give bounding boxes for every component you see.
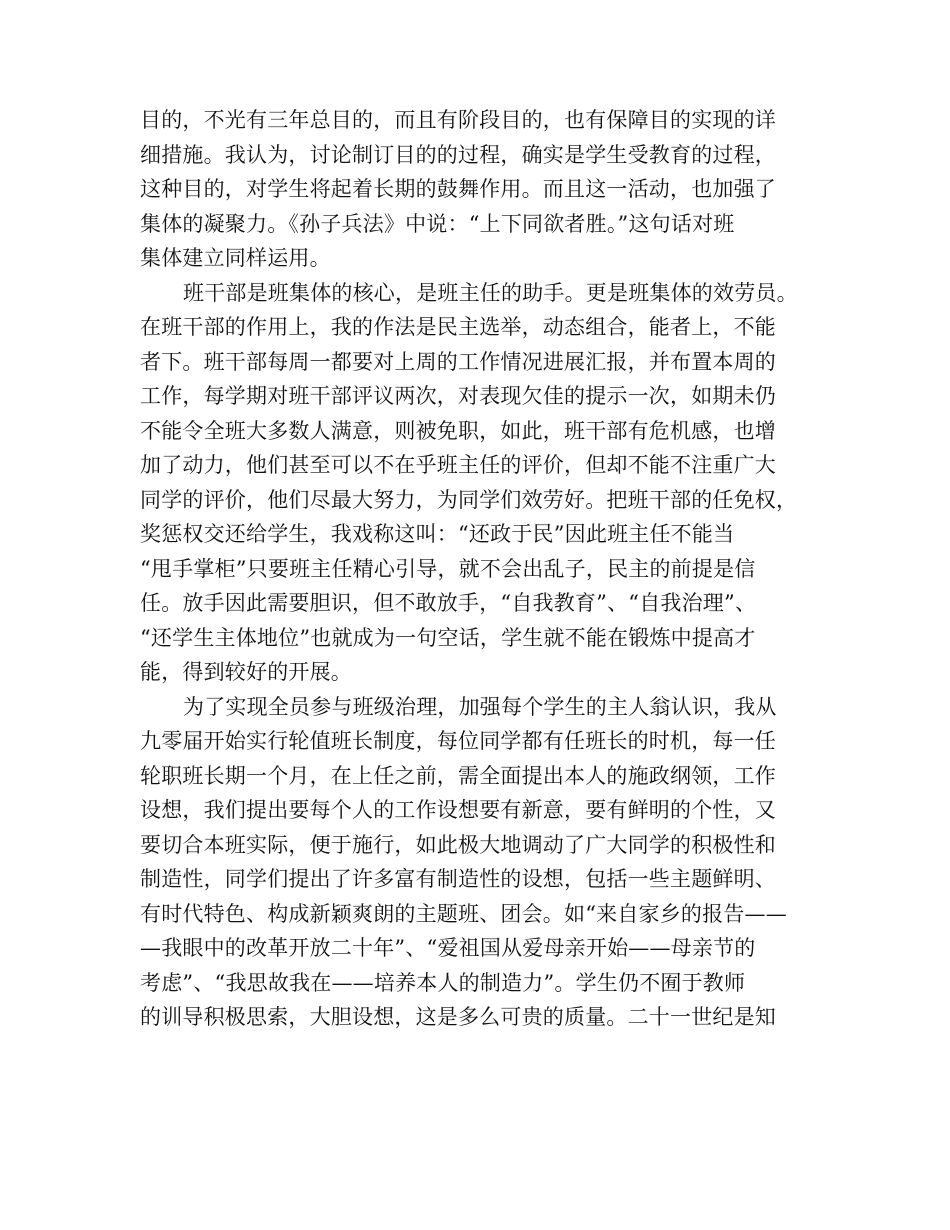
text-line: “甩手掌柜”只要班主任精心引导，就不会出乱子，民主的前提是信 bbox=[140, 556, 756, 581]
text-line: 轮职班长期一个月，在上任之前，需全面提出本人的施政纲领，工作 bbox=[140, 763, 776, 788]
text-line: 者下。班干部每周一都要对上周的工作情况进展汇报，并布置本周的 bbox=[140, 349, 776, 374]
text-line: 在班干部的作用上，我的作法是民主选举，动态组合，能者上，不能 bbox=[140, 315, 776, 339]
text-line: 目的，不光有三年总目的，而且有阶段目的，也有保障目的实现的详 bbox=[140, 108, 776, 132]
text-line: 有时代特色、构成新颖爽朗的主题班、团会。如“来自家乡的报告—— bbox=[140, 901, 787, 926]
text-line: “还学生主体地位”也就成为一句空话，学生就不能在锻炼中提高才 bbox=[140, 625, 756, 650]
text-line: 这种目的，对学生将起着长期的鼓舞作用。而且这一活动，也加强了 bbox=[140, 177, 776, 201]
text-line: 能，得到较好的开展。 bbox=[140, 660, 352, 684]
text-line: 工作，每学期对班干部评议两次，对表现欠佳的提示一次，如期未仍 bbox=[140, 384, 776, 408]
text-line: 细措施。我认为，讨论制订目的的过程，确实是学生受教育的过程， bbox=[140, 142, 776, 167]
paragraph-first-line: 班干部是班集体的核心，是班主任的助手。更是班集体的效劳员。 bbox=[183, 280, 798, 305]
text-line: 要切合本班实际，便于施行，如此极大地调动了广大同学的积极性和 bbox=[140, 832, 776, 857]
text-line: 加了动力，他们甚至可以不在乎班主任的评价，但却不能不注重广大 bbox=[140, 453, 776, 477]
document-body bbox=[140, 103, 820, 1035]
text-line: 不能令全班大多数人满意，则被免职，如此，班干部有危机感，也增 bbox=[140, 418, 776, 443]
text-line: 同学的评价，他们尽最大努力，为同学们效劳好。把班干部的任免权， bbox=[140, 487, 798, 512]
text-line: 奖惩权交还给学生，我戏称这叫：“还政于民”因此班主任不能当 bbox=[140, 522, 735, 546]
text-line: 任。放手因此需要胆识，但不敢放手，“自我教育”、“自我治理”、 bbox=[140, 591, 757, 615]
text-line: 九零届开始实行轮值班长制度，每位同学都有任班长的时机，每一任 bbox=[140, 729, 776, 753]
text-line: 制造性，同学们提出了许多富有制造性的设想，包括一些主题鲜明、 bbox=[140, 867, 776, 891]
text-line: 集体建立同样运用。 bbox=[140, 246, 331, 270]
text-line: 的训导积极思索，大胆设想，这是多么可贵的质量。二十一世纪是知 bbox=[140, 1005, 776, 1029]
text-line: —我眼中的改革开放二十年”、“爱祖国从爱母亲开始——母亲节的 bbox=[140, 936, 756, 960]
paragraph-first-line: 为了实现全员参与班级治理，加强每个学生的主人翁认识，我从 bbox=[183, 694, 777, 719]
text-line: 集体的凝聚力。《孙子兵法》中说：“上下同欲者胜。”这句话对班 bbox=[140, 211, 735, 236]
text-line: 设想，我们提出要每个人的工作设想要有新意，要有鲜明的个性，又 bbox=[140, 798, 776, 822]
text-line: 考虑”、“我思故我在——培养本人的制造力”。学生仍不囿于教师 bbox=[140, 970, 746, 995]
